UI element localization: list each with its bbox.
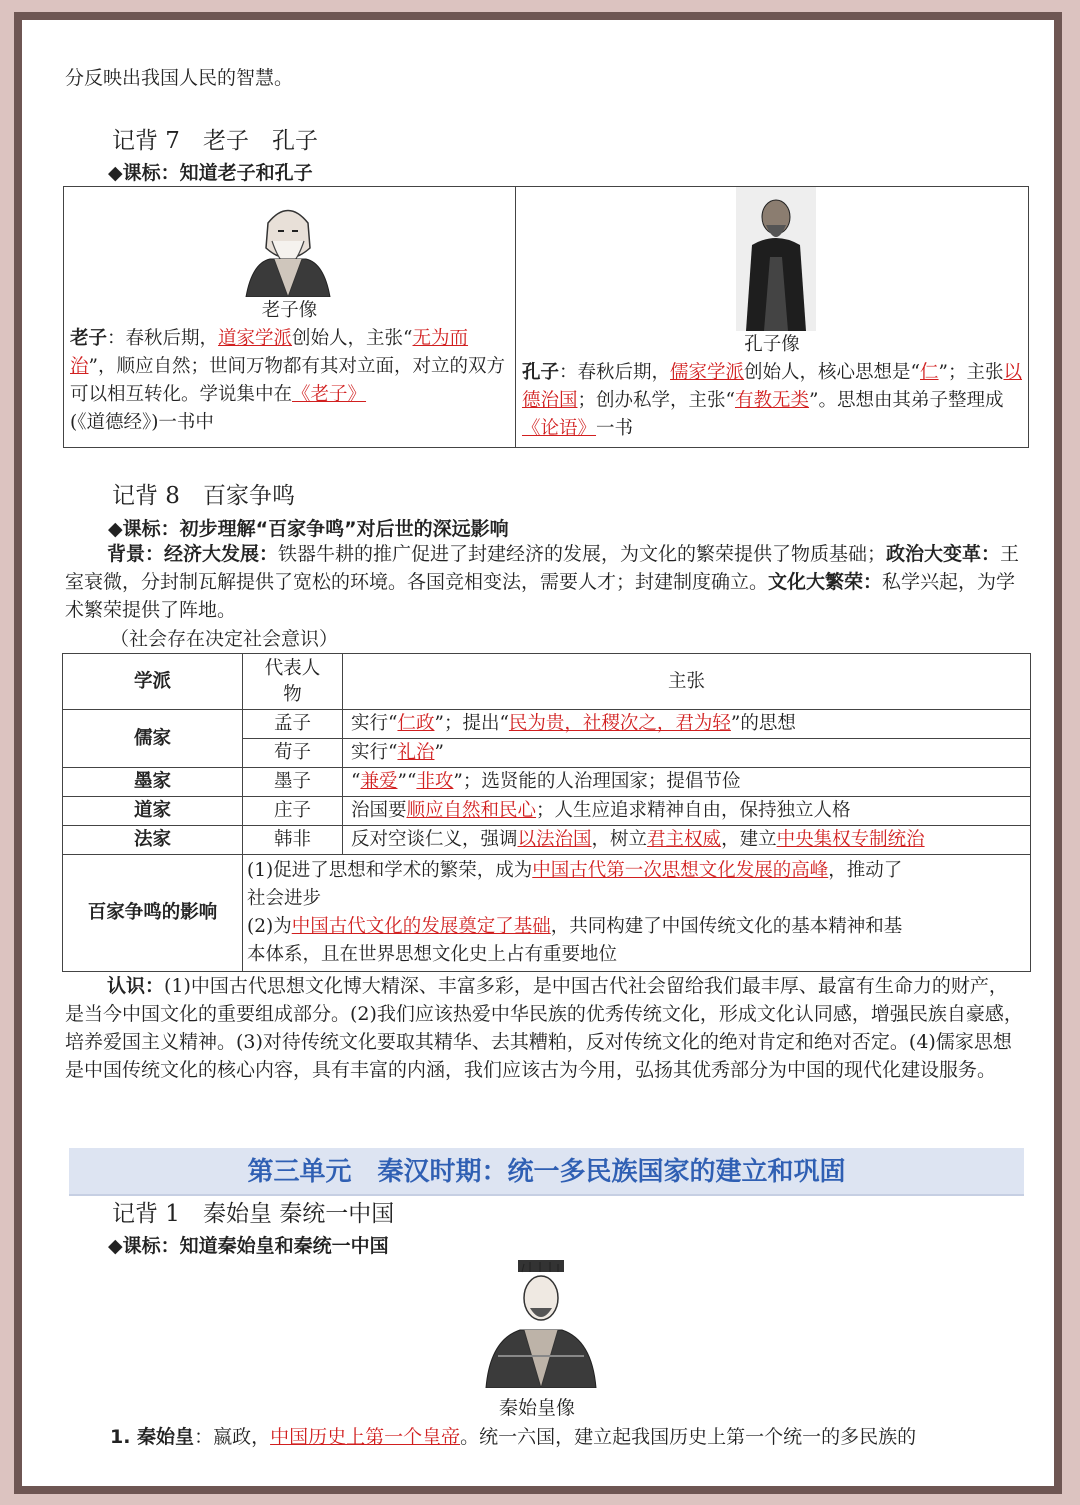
intro-line: 分反映出我国人民的智慧。 — [65, 67, 294, 89]
laozi-caption: 老子像 — [261, 300, 318, 321]
kongzi-cell — [516, 187, 1029, 448]
laozi-portrait — [238, 193, 338, 297]
laozi-cell — [64, 187, 516, 448]
school-dao: 道家 — [63, 797, 243, 826]
unit-3-section-1-standard: ◆课标：知道秦始皇和秦统一中国 — [108, 1235, 389, 1257]
page-frame — [14, 12, 1062, 1494]
claim-mozi: “兼爱”“非攻”；选贤能的人治理国家；提倡节俭 — [343, 768, 1031, 797]
school-ru: 儒家 — [63, 710, 243, 768]
qinshihuang-point-1: 1. 秦始皇：嬴政，中国历史上第一个皇帝。统一六国，建立起我国历史上第一个统一的多民族的 — [110, 1426, 917, 1448]
qinshihuang-caption: 秦始皇像 — [499, 1397, 576, 1419]
rep-hanfei: 韩非 — [243, 826, 343, 855]
header-school: 学派 — [63, 654, 243, 710]
rep-xunzi: 荀子 — [243, 739, 343, 768]
section-8-title: 记背 8 百家争鸣 — [112, 483, 295, 509]
claim-hanfei: 反对空谈仁义，强调以法治国，树立君主权威，建立中央集权专制统治 — [343, 826, 1031, 855]
claim-mencius: 实行“仁政”；提出“民为贵，社稷次之，君为轻”的思想 — [343, 710, 1031, 739]
section-7-title: 记背 7 老子 孔子 — [112, 128, 318, 154]
unit-3-banner: 第三单元 秦汉时期：统一多民族国家的建立和巩固 — [69, 1148, 1024, 1196]
background-note: （社会存在决定社会意识） — [110, 628, 339, 650]
header-claims: 主张 — [343, 654, 1031, 710]
kongzi-caption: 孔子像 — [744, 334, 800, 355]
schools-table — [62, 653, 1031, 972]
header-representative: 代表人 物 — [243, 654, 343, 710]
impact-text: (1)促进了思想和学术的繁荣，成为中国古代第一次思想文化发展的高峰，推动了 社会进步 (2)为中国古代文化的发展奠定了基础，共同构建了中国传统文化的基本精神和基 本体系，且在世界思想文化史上占有重要地位 — [243, 855, 1031, 972]
rep-mozi: 墨子 — [243, 768, 343, 797]
school-fa: 法家 — [63, 826, 243, 855]
rep-mencius: 孟子 — [243, 710, 343, 739]
impact-label: 百家争鸣的影响 — [63, 855, 243, 972]
school-mo: 墨家 — [63, 768, 243, 797]
background-paragraph: 背景：经济大发展：铁器牛耕的推广促进了封建经济的发展，为文化的繁荣提供了物质基础；政治大变革：王室衰微，分封制瓦解提供了宽松的环境。各国竞相变法，需要人才；封建制度确立。文化大繁荣：私学兴起，为学术繁荣提供了阵地。 — [65, 543, 1020, 621]
claim-zhuangzi: 治国要顺应自然和民心；人生应追求精神自由，保持独立人格 — [343, 797, 1031, 826]
insight-paragraph: 认识：(1)中国古代思想文化博大精深、丰富多彩，是中国古代社会留给我们最丰厚、最富有生命力的财产，是当今中国文化的重要组成部分。(2)我们应该热爱中华民族的优秀传统文化，形成文化认同感，增强民族自豪感，培养爱国主义精神。(3)对待传统文化要取其精华、去其糟粕，反对传统文化的绝对肯定和绝对否定。(4)儒家思想是中国传统文化的核心内容，具有丰富的内涵，我们应该古为今用，弘扬其优秀部分为中国的现代化建设服务。 — [65, 975, 1023, 1081]
laozi-kongzi-table — [63, 186, 1029, 448]
section-7-standard: ◆课标：知道老子和孔子 — [108, 162, 313, 184]
unit-3-section-1-title: 记背 1 秦始皇 秦统一中国 — [112, 1201, 395, 1227]
claim-xunzi: 实行“礼治” — [343, 739, 1031, 768]
kongzi-text: 孔子：春秋后期，儒家学派创始人，核心思想是“仁”；主张以德治国；创办私学，主张“有教无类”。思想由其弟子整理成《论语》一书 — [522, 362, 1023, 439]
kongzi-portrait — [736, 187, 816, 331]
section-8-standard: ◆课标：初步理解“百家争鸣”对后世的深远影响 — [108, 518, 509, 540]
rep-zhuangzi: 庄子 — [243, 797, 343, 826]
laozi-text: 老子：春秋后期，道家学派创始人，主张“无为而治”，顺应自然；世间万物都有其对立面，对立的双方可以相互转化。学说集中在《老子》 (《道德经》)一书中 — [70, 328, 505, 433]
qinshihuang-portrait — [480, 1256, 602, 1388]
document-page — [22, 20, 1054, 1486]
